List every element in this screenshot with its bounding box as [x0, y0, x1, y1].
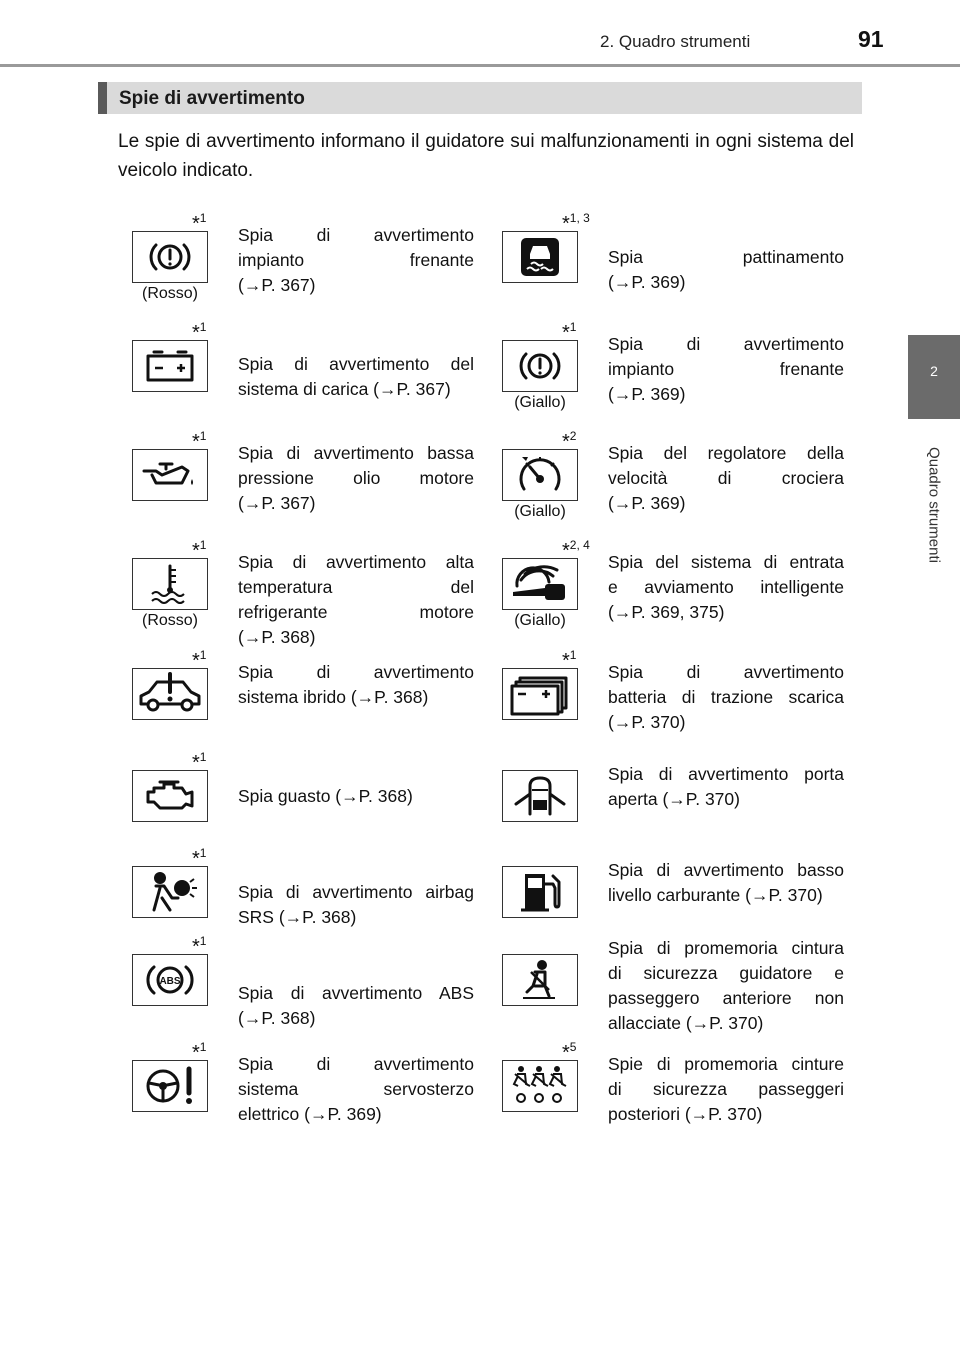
brake-warning-icon — [513, 346, 567, 386]
footnote-marker: *1, 3 — [562, 211, 590, 235]
warning-light-description — [238, 784, 474, 809]
description-line: Spia pattinamento — [608, 247, 844, 267]
description-line: (→P. 367) — [238, 493, 316, 513]
description-line: (→P. 369) — [608, 272, 686, 292]
chapter-tab-number: 2 — [930, 363, 938, 379]
description-line: Spia di avvertimento ABS — [238, 983, 474, 1003]
description-line: Spia di avvertimento — [608, 334, 844, 354]
description-line: (→P. 369, 375) — [608, 602, 725, 622]
footnote-marker: *2, 4 — [562, 538, 590, 562]
footnote-marker: *5 — [562, 1040, 577, 1064]
footnote-marker: *1 — [192, 648, 207, 672]
door-open-icon — [510, 774, 570, 818]
footnote-marker: *1 — [192, 320, 207, 344]
description-line: Spie di promemoria cinture — [608, 1054, 844, 1074]
warning-light-description — [238, 1052, 474, 1127]
power-steering-icon — [139, 1065, 201, 1107]
oil-pressure-icon — [140, 457, 200, 493]
warning-light-icon-box — [502, 954, 578, 1006]
warning-light-description — [608, 550, 844, 625]
warning-light-icon-box — [132, 954, 208, 1006]
warning-light-icon-box — [502, 770, 578, 822]
abs-icon — [141, 960, 199, 1000]
description-line: Spia di avvertimento alta — [238, 552, 474, 572]
warning-light-icon-box — [502, 231, 578, 283]
description-line: Spia di avvertimento bassa — [238, 443, 474, 463]
header-rule — [0, 64, 960, 67]
warning-light-icon-box — [132, 770, 208, 822]
warning-light-description — [608, 332, 844, 407]
description-line: sistema servosterzo — [238, 1079, 474, 1099]
description-line: passeggero anteriore non — [608, 988, 844, 1008]
chapter-tab-label: Quadro strumenti — [925, 447, 943, 563]
footnote-marker: *1 — [192, 750, 207, 774]
traction-battery-icon — [508, 672, 572, 716]
battery-charge-icon — [142, 348, 198, 384]
section-heading — [98, 82, 862, 114]
description-line: impianto frenante — [238, 250, 474, 270]
description-line: Spia del sistema di entrata — [608, 552, 844, 572]
coolant-temperature-icon — [144, 562, 196, 606]
description-line: (→P. 370) — [608, 712, 686, 732]
footnote-marker: *1 — [192, 934, 207, 958]
description-line: refrigerante motore — [238, 602, 474, 622]
warning-light-description — [608, 936, 844, 1036]
warning-light-icon-box — [132, 449, 208, 501]
footnote-marker: *1 — [192, 538, 207, 562]
warning-light-description — [238, 660, 474, 710]
warning-light-description — [608, 858, 844, 908]
warning-light-description — [238, 981, 474, 1031]
warning-light-description — [608, 660, 844, 735]
warning-light-description — [238, 550, 474, 650]
warning-light-description — [608, 762, 844, 812]
description-line: SRS (→P. 368) — [238, 907, 357, 927]
warning-light-icon-box — [132, 231, 208, 283]
description-line: Spia di avvertimento del — [238, 354, 474, 374]
description-line: (→P. 369) — [608, 384, 686, 404]
footnote-marker: *1 — [192, 211, 207, 235]
description-line: (→P. 367) — [238, 275, 316, 295]
light-color-label: (Rosso) — [141, 612, 198, 629]
warning-light-description — [608, 1052, 844, 1127]
warning-light-icon-box — [502, 1060, 578, 1112]
description-line: Spia di avvertimento basso — [608, 860, 844, 880]
description-line: batteria di trazione scarica — [608, 687, 844, 707]
description-line: posteriori (→P. 370) — [608, 1104, 763, 1124]
light-color-label: (Giallo) — [514, 612, 566, 629]
footnote-marker: *1 — [192, 1040, 207, 1064]
description-line: di sicurezza passeggeri — [608, 1079, 844, 1099]
warning-light-description — [608, 441, 844, 516]
description-line: di sicurezza guidatore e — [608, 963, 844, 983]
hybrid-system-icon — [135, 672, 205, 716]
description-line: elettrico (→P. 369) — [238, 1104, 382, 1124]
description-line: Spia di avvertimento — [238, 225, 474, 245]
light-color-label: (Rosso) — [141, 285, 198, 302]
light-color-label: (Giallo) — [514, 503, 566, 520]
brake-warning-icon — [143, 237, 197, 277]
description-line: impianto frenante — [608, 359, 844, 379]
description-line: (→P. 369) — [608, 493, 686, 513]
description-line: (→P. 368) — [238, 1008, 316, 1028]
warning-light-icon-box — [132, 1060, 208, 1112]
description-line: Spia guasto (→P. 368) — [238, 786, 413, 806]
warning-light-icon-box — [502, 340, 578, 392]
footnote-marker: *1 — [192, 846, 207, 870]
warning-light-description — [238, 441, 474, 516]
footnote-marker: *2 — [562, 429, 577, 453]
chapter-tab — [908, 335, 960, 419]
description-line: Spia del regolatore della — [608, 443, 844, 463]
footnote-marker: *1 — [562, 648, 577, 672]
light-color-label: (Giallo) — [514, 394, 566, 411]
slip-indicator-icon — [519, 236, 561, 278]
description-line: (→P. 368) — [238, 627, 316, 647]
warning-light-icon-box — [132, 668, 208, 720]
fuel-level-icon — [515, 870, 565, 914]
warning-light-icon-box — [502, 449, 578, 501]
description-line: Spia di avvertimento airbag — [238, 882, 474, 902]
rear-seat-belt-icon — [508, 1064, 572, 1108]
warning-light-icon-box — [502, 558, 578, 610]
header-title: 2. Quadro strumenti — [600, 32, 751, 51]
cruise-control-icon — [512, 453, 568, 497]
engine-malfunction-icon — [140, 776, 200, 816]
description-line: sistema di carica (→P. 367) — [238, 379, 451, 399]
description-line: aperta (→P. 370) — [608, 789, 740, 809]
warning-light-description — [238, 352, 474, 402]
warning-light-icon-box — [502, 668, 578, 720]
description-line: Spia di avvertimento — [608, 662, 844, 682]
svg-text:ABS: ABS — [159, 976, 181, 987]
airbag-icon — [142, 870, 198, 914]
description-line: pressione olio motore — [238, 468, 474, 488]
section-title: Spie di avvertimento — [119, 88, 305, 109]
warning-light-description — [238, 223, 474, 298]
description-line: temperatura del — [238, 577, 474, 597]
warning-light-description — [608, 245, 844, 295]
smart-entry-icon — [507, 562, 573, 606]
description-line: sistema ibrido (→P. 368) — [238, 687, 429, 707]
page-number: 91 — [858, 26, 884, 52]
description-line: velocità di crociera — [608, 468, 844, 488]
seat-belt-reminder-icon — [515, 958, 565, 1002]
description-line: Spia di avvertimento — [238, 1054, 474, 1074]
footnote-marker: *1 — [562, 320, 577, 344]
description-line: Spia di avvertimento — [238, 662, 474, 682]
description-line: allacciate (→P. 370) — [608, 1013, 764, 1033]
warning-light-icon-box — [132, 558, 208, 610]
intro-paragraph: Le spie di avvertimento informano il guidatore sui malfunzionamenti in ogni sistema del veicolo indicato. — [118, 131, 854, 181]
description-line: e avviamento intelligente — [608, 577, 844, 597]
warning-light-icon-box — [502, 866, 578, 918]
description-line: livello carburante (→P. 370) — [608, 885, 823, 905]
warning-light-description — [238, 880, 474, 930]
description-line: Spia di promemoria cintura — [608, 938, 844, 958]
description-line: Spia di avvertimento porta — [608, 764, 844, 784]
warning-light-icon-box — [132, 340, 208, 392]
warning-light-icon-box — [132, 866, 208, 918]
footnote-marker: *1 — [192, 429, 207, 453]
